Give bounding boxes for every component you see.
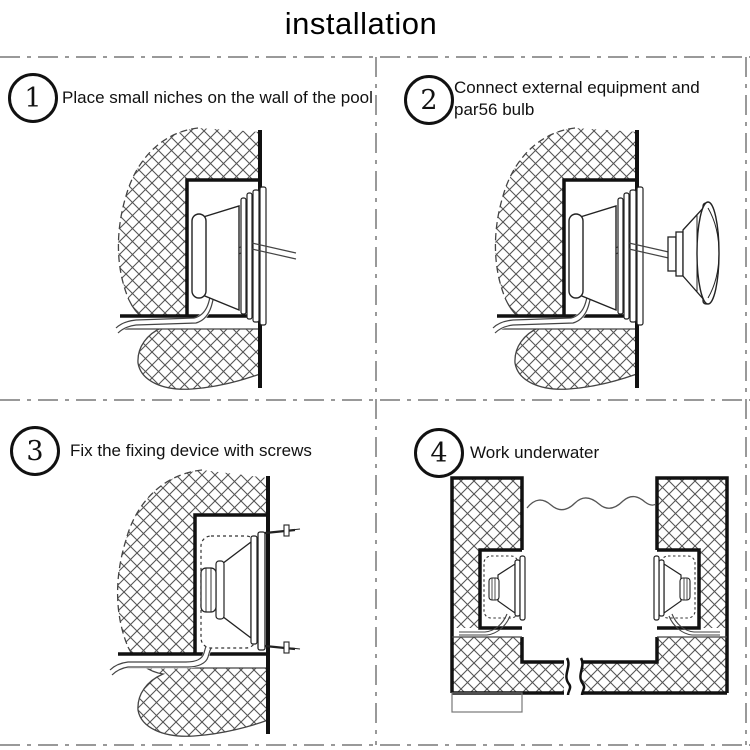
fixing-screws <box>265 525 300 653</box>
step-4-caption: Work underwater <box>470 443 600 462</box>
step-3-caption: Fix the fixing device with screws <box>70 441 312 460</box>
fixing-device-drawing <box>201 532 265 650</box>
illustration-fixture-screwed-in-niche <box>98 462 313 750</box>
water-surface-line <box>527 497 656 510</box>
step-3-number-badge <box>10 426 60 476</box>
step-2-number: 2 <box>420 84 438 116</box>
illustration-niche-in-pool-wall <box>100 118 310 396</box>
step-2-number-badge <box>404 75 454 125</box>
par56-bulb-drawing <box>668 202 719 304</box>
step-2-caption: Connect external equipment and par56 bulb <box>454 78 700 119</box>
pool-wall-niche-drawing <box>114 128 296 389</box>
step-3-number: 3 <box>26 435 44 467</box>
pool-wall-niche-drawing <box>491 128 673 389</box>
step-1-number: 1 <box>24 82 42 114</box>
floor-break-symbol <box>564 656 584 697</box>
wall-footing-outline <box>452 693 522 712</box>
step-4-number: 4 <box>430 437 448 469</box>
illustration-connect-par56-bulb <box>477 118 747 396</box>
illustration-pool-cross-section <box>435 468 740 718</box>
step-1-number-badge <box>8 73 58 123</box>
step-1-caption: Place small niches on the wall of the pool <box>62 88 373 107</box>
page-title: installation <box>284 6 438 41</box>
